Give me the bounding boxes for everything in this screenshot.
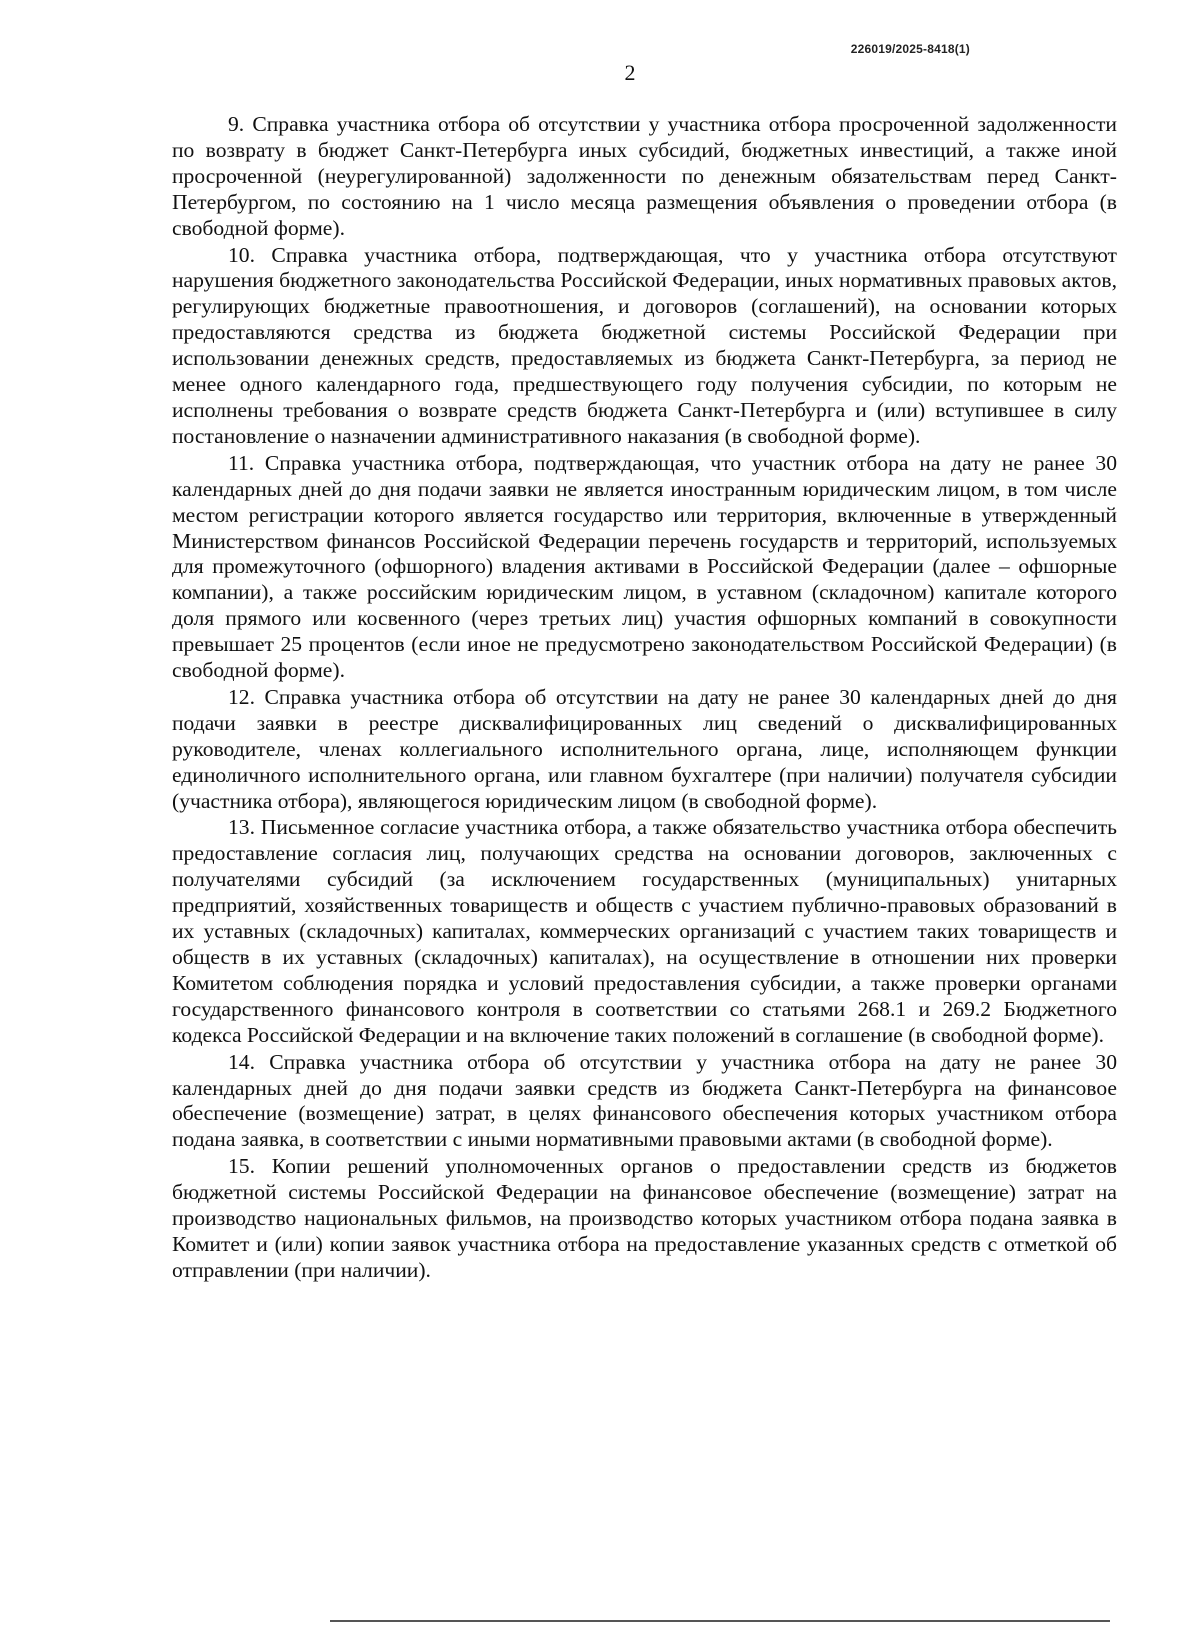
paragraph-13: 13. Письменное согласие участника отбора, а также обязательство участника отбора обеспечить предоставление согласия лиц, получающих средства на основании договоров, заключенных с получателями субсидий (за исключением государственных (муниципальных) унитарных предприятий, хозяйственных товариществ и обществ с участием публично-правовых образований в их уставных (складочных) капиталах, коммерческих организаций с участием таких товариществ и обществ в их уставных (складочных) капиталах), на осуществление в отношении них проверки Комитетом соблюдения порядка и условий предоставления субсидии, а также проверки органами государственного финансового контроля в соответствии со статьями 268.1 и 269.2 Бюджетного кодекса Российской Федерации и на включение таких положений в соглашение (в свободной форме).	[172, 815, 1117, 1047]
paragraph-14: 14. Справка участника отбора об отсутствии у участника отбора на дату не ранее 30 календарных дней до дня подачи заявки средств из бюджета Санкт-Петербурга на финансовое обеспечение (возмещение) затрат, в целях финансового обеспечения которых участником отбора подана заявка, в соответствии с иными нормативными правовыми актами (в свободной форме).	[172, 1049, 1117, 1152]
paragraph-9: 9. Справка участника отбора об отсутствии у участника отбора просроченной задолженности по возврату в бюджет Санкт-Петербурга иных субсидий, бюджетных инвестиций, а также иной просроченной (неурегулированной) задолженности по денежным обязательствам перед Санкт-Петербургом, по состоянию на 1 число месяца размещения объявления о проведении отбора (в свободной форме).	[172, 112, 1117, 240]
scan-edge-line	[330, 1620, 1110, 1622]
paragraph-12: 12. Справка участника отбора об отсутствии на дату не ранее 30 календарных дней до дня подачи заявки в реестре дисквалифицированных лиц сведений о дисквалифицированных руководителе, членах коллегиального исполнительного органа, лице, исполняющем функции единоличного исполнительного органа, или главном бухгалтере (при наличии) получателя субсидии (участника отбора), являющегося юридическим лицом (в свободной форме).	[172, 684, 1117, 813]
document-body	[172, 112, 1117, 1285]
document-id: 226019/2025-8418(1)	[850, 42, 970, 56]
page-number: 2	[624, 60, 636, 85]
paragraph-15: 15. Копии решений уполномоченных органов о предоставлении средств из бюджетов бюджетной системы Российской Федерации на финансовое обеспечение (возмещение) затрат на производство национальных фильмов, на производство которых участником отбора подана заявка в Комитет и (или) копии заявок участника отбора на предоставление указанных средств с отметкой об отправлении (при наличии).	[172, 1154, 1117, 1282]
paragraph-10: 10. Справка участника отбора, подтверждающая, что у участника отбора отсутствуют нарушения бюджетного законодательства Российской Федерации, иных нормативных правовых актов, регулирующих бюджетные правоотношения, и договоров (соглашений), на основании которых предоставляются средства из бюджета бюджетной системы Российской Федерации при использовании денежных средств, предоставляемых из бюджета Санкт-Петербурга, за период не менее одного календарного года, предшествующего году получения субсидии, по которым не исполнены требования о возврате средств бюджета Санкт-Петербурга и (или) вступившее в силу постановление о назначении административного наказания (в свободной форме).	[172, 242, 1117, 448]
paragraph-11: 11. Справка участника отбора, подтверждающая, что участник отбора на дату не ранее 30 календарных дней до дня подачи заявки не является иностранным юридическим лицом, в том числе местом регистрации которого является государство или территория, включенные в утвержденный Министерством финансов Российской Федерации перечень государств и территорий, используемых для промежуточного (офшорного) владения активами в Российской Федерации (далее – офшорные компании), а также российским юридическим лицом, в уставном (складочном) капитале которого доля прямого или косвенного (через третьих лиц) участия офшорных компаний в совокупности превышает 25 процентов (если иное не предусмотрено законодательством Российской Федерации) (в свободной форме).	[172, 450, 1117, 683]
